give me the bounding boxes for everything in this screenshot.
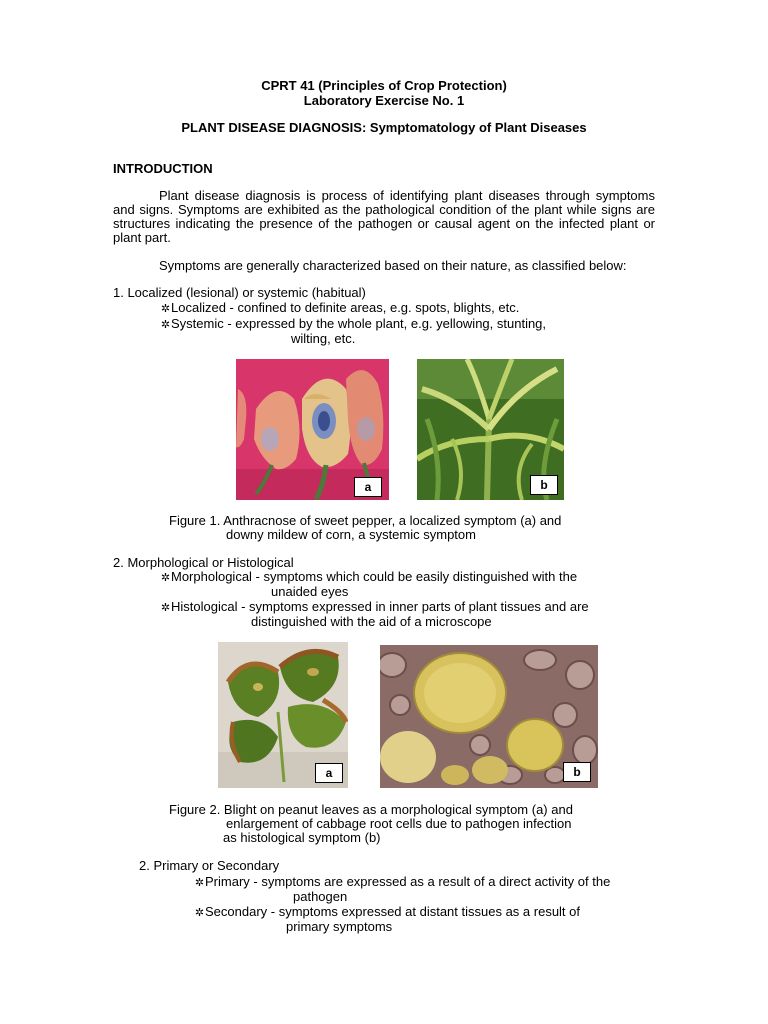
section-2-bullet-histological: ✲Histological - symptoms expressed in inner parts of plant tissues and are	[160, 599, 589, 614]
intro-heading: INTRODUCTION	[113, 161, 213, 176]
intro-paragraph-2: Symptoms are generally characterized based on their nature, as classified below:	[159, 258, 627, 273]
figure-1-caption-line-2: downy mildew of corn, a systemic symptom	[226, 527, 476, 542]
figure-2a-label: a	[315, 763, 343, 783]
section-2-heading: 2. Morphological or Histological	[113, 555, 294, 570]
figure-2a-peanut-photo	[218, 642, 348, 788]
course-title: CPRT 41 (Principles of Crop Protection)	[261, 78, 507, 93]
figure-1a-pepper-photo	[236, 359, 389, 500]
intro-paragraph-1: Plant disease diagnosis is process of identifying plant diseases through symptoms and signs. Symptoms are exhibited as the pathological condition of the plant while signs are structures indicating the presence of the pathogen or causal agent on the infected plant or plant part.	[113, 188, 655, 245]
figure-1-caption-line-1: Figure 1. Anthracnose of sweet pepper, a localized symptom (a) and	[169, 513, 562, 528]
bullet-icon: ✲	[160, 602, 171, 614]
document-title: PLANT DISEASE DIAGNOSIS: Symptomatology of Plant Diseases	[181, 120, 587, 135]
section-3-bullet-primary-cont: pathogen	[293, 889, 348, 904]
section-2-bullet-morphological-cont: unaided eyes	[271, 584, 349, 599]
section-3-heading: 2. Primary or Secondary	[139, 858, 280, 873]
figure-2b-root-cells-photo	[380, 645, 598, 788]
bullet-icon: ✲	[160, 319, 171, 331]
section-1-bullet-localized: ✲Localized - confined to definite areas, e.g. spots, blights, etc.	[160, 300, 520, 315]
section-1-bullet-systemic-cont: wilting, etc.	[291, 331, 356, 346]
figure-1b-corn-photo	[417, 359, 564, 500]
section-3-bullet-primary: ✲Primary - symptoms are expressed as a result of a direct activity of the	[194, 874, 611, 889]
section-1-bullet-systemic: ✲Systemic - expressed by the whole plant, e.g. yellowing, stunting,	[160, 316, 547, 331]
bullet-icon: ✲	[160, 303, 171, 315]
bullet-icon: ✲	[194, 907, 205, 919]
exercise-number: Laboratory Exercise No. 1	[303, 93, 465, 108]
section-1-heading: 1. Localized (lesional) or systemic (habitual)	[113, 285, 366, 300]
figure-2b-label: b	[563, 762, 591, 782]
section-2-bullet-histological-cont: distinguished with the aid of a microscope	[251, 614, 492, 629]
figure-1a-label: a	[354, 477, 382, 497]
bullet-icon: ✲	[160, 572, 171, 584]
figure-2-caption-line-2: enlargement of cabbage root cells due to pathogen infection	[226, 816, 572, 831]
section-3-bullet-secondary-cont: primary symptoms	[286, 919, 393, 934]
figure-2-caption-line-1: Figure 2. Blight on peanut leaves as a morphological symptom (a) and	[169, 802, 573, 817]
bullet-icon: ✲	[194, 877, 205, 889]
section-3-bullet-secondary: ✲Secondary - symptoms expressed at distant tissues as a result of	[194, 904, 581, 919]
figure-2-caption-line-3: as histological symptom (b)	[223, 830, 381, 845]
figure-1b-label: b	[530, 475, 558, 495]
section-2-bullet-morphological: ✲Morphological - symptoms which could be easily distinguished with the	[160, 569, 578, 584]
